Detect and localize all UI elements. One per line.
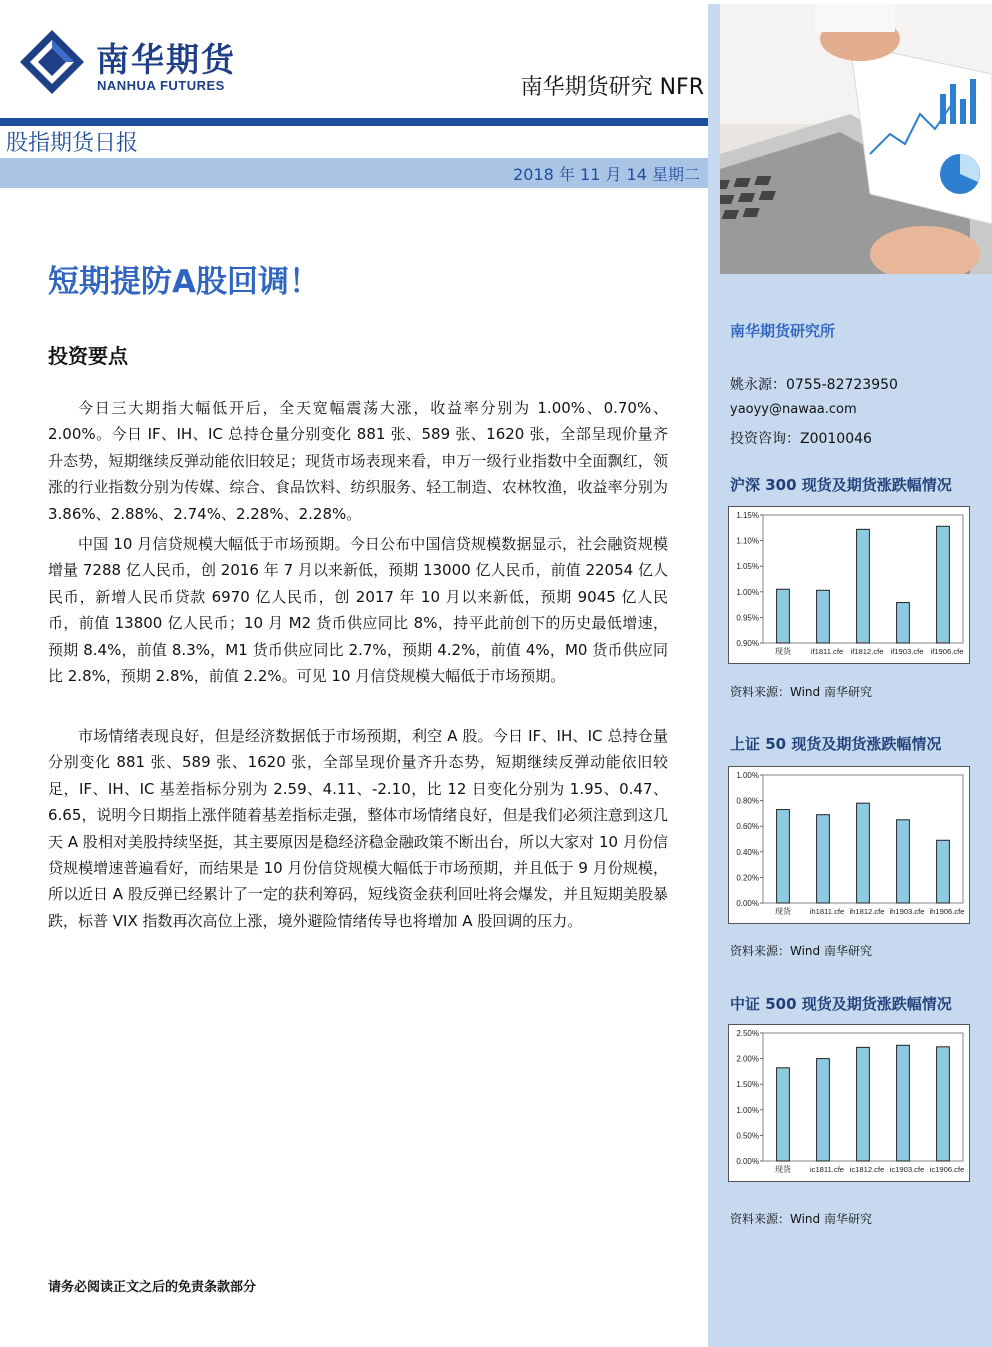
x-tick-label: if1906.cfe (930, 647, 964, 656)
nanhua-logo-icon (18, 28, 86, 96)
bar (817, 590, 830, 643)
y-tick-label: 0.95% (736, 613, 759, 623)
y-tick-label: 2.00% (736, 1054, 759, 1064)
bar (817, 815, 830, 903)
headline: 短期提防A股回调！ (48, 264, 320, 300)
chart-source: 资料来源：Wind 南华研究 (730, 944, 872, 958)
section-title: 投资要点 (48, 344, 128, 368)
x-tick-label: ic1903.cfe (889, 1165, 925, 1174)
bar (897, 603, 910, 643)
x-tick-label: 现货 (775, 647, 791, 656)
contact-name: 姚永源：0755-82723950 (730, 377, 898, 393)
x-tick-label: 现货 (775, 907, 791, 916)
y-tick-label: 0.20% (736, 873, 759, 883)
bar (777, 810, 790, 903)
y-tick-label: 1.00% (736, 771, 759, 780)
company-logo (18, 28, 258, 98)
x-tick-label: 现货 (775, 1165, 791, 1174)
contact-email: yaoyy@nawaa.com (730, 402, 857, 417)
y-tick-label: 0.00% (736, 899, 759, 908)
y-tick-label: 2.50% (736, 1029, 759, 1038)
chart-sz50 (728, 766, 970, 924)
x-tick-label: ih1903.cfe (889, 907, 925, 916)
bar (937, 840, 950, 903)
x-tick-label: if1812.cfe (850, 647, 884, 656)
logo-chinese-name: 南华期货 (96, 40, 236, 79)
logo-english-name: NANHUA FUTURES (97, 78, 225, 93)
x-tick-label: ic1906.cfe (929, 1165, 965, 1174)
y-tick-label: 0.60% (736, 822, 759, 832)
x-tick-label: if1811.cfe (810, 647, 844, 656)
y-tick-label: 0.90% (736, 639, 759, 648)
bar (857, 1047, 870, 1161)
chart-title: 中证 500 现货及期货涨跌幅情况 (730, 995, 952, 1013)
y-tick-label: 1.10% (736, 536, 759, 546)
chart-svg (729, 507, 969, 663)
chart-hs300 (728, 506, 970, 664)
header-divider (0, 118, 708, 126)
research-tag: 南华期货研究 NFR (520, 75, 704, 100)
bar (857, 529, 870, 643)
bar (937, 526, 950, 643)
bar (817, 1059, 830, 1161)
header-photo (720, 4, 992, 274)
laptop-photo-illustration (720, 4, 992, 274)
report-title: 股指期货日报 (6, 131, 139, 156)
chart-title: 沪深 300 现货及期货涨跌幅情况 (730, 476, 952, 494)
x-tick-label: ih1811.cfe (809, 907, 845, 916)
x-tick-label: if1903.cfe (890, 647, 924, 656)
chart-svg (729, 1025, 969, 1181)
y-tick-label: 1.50% (736, 1080, 759, 1090)
bar (897, 1045, 910, 1161)
report-date: 2018 年 11 月 14 星期二 (513, 165, 700, 184)
y-tick-label: 0.00% (736, 1157, 759, 1166)
x-tick-label: ic1812.cfe (849, 1165, 885, 1174)
chart-title: 上证 50 现货及期货涨跌幅情况 (730, 735, 942, 753)
y-tick-label: 1.05% (736, 562, 759, 572)
y-tick-label: 0.50% (736, 1131, 759, 1141)
y-tick-label: 1.00% (736, 1105, 759, 1115)
chart-source: 资料来源：Wind 南华研究 (730, 685, 872, 699)
bar (937, 1047, 950, 1161)
y-tick-label: 1.15% (736, 511, 759, 520)
institute-name: 南华期货研究所 (730, 322, 836, 340)
chart-zz500 (728, 1024, 970, 1182)
y-tick-label: 1.00% (736, 587, 759, 597)
bar (777, 1068, 790, 1161)
y-tick-label: 0.40% (736, 847, 759, 857)
paragraph: 市场情绪表现良好，但是经济数据低于市场预期，利空 A 股。今日 IF、IH、IC 总持仓量分别变化 881 张、589 张、1620 张，全部呈现价量齐升态势，短期继续反弹动能依旧较足，IF、IH、IC 基差指标分别为 2.59、4.11、-2.10，比 12 日变化分别为 1.95、0.47、6.65，说明今日期指上涨伴随着基差指标走强，整体市场情绪良好，但是我们必须注意到这几天 A 股相对美股持续坚挺，其主要原因是稳经济稳金融政策不断出台，所以大家对 10 月份信贷规模增速普遍看好，而结果是 10 月份信贷规模大幅低于市场预期，并且低于 9 月份规模，所以近日 A 股反弹已经累计了一定的获利筹码，短线资金获利回吐将会爆发，并且短期美股暴跌，标普 VIX 指数再次高位上涨，境外避险情绪传导也将增加 A 股回调的压力。 (48, 727, 668, 930)
paragraph: 中国 10 月信贷规模大幅低于市场预期。今日公布中国信贷规模数据显示，社会融资规模增量 7288 亿人民币，创 2016 年 7 月以来新低，预期 13000 亿人民币，前值 22054 亿人民币，新增人民币贷款 6970 亿人民币，创 2017 年 10 月以来新低，预期 9045 亿人民币，前值 13800 亿人民币；10 月 M2 货币供应同比 8%，持平此前创下的历史最低增速，预期 8.4%，前值 8.3%，M1 货币供应同比 2.7%，预期 4.2%，前值 4%，M0 货币供应同比 2.8%，预期 2.8%，前值 2.2%。可见 10 月信贷规模大幅低于市场预期。 (48, 535, 668, 686)
x-tick-label: ih1812.cfe (849, 907, 885, 916)
x-tick-label: ih1906.cfe (929, 907, 965, 916)
bar (777, 589, 790, 643)
bar (857, 803, 870, 903)
paragraph: 今日三大期指大幅低开后，全天宽幅震荡大涨，收益率分别为 1.00%、0.70%、2.00%。今日 IF、IH、IC 总持仓量分别变化 881 张、589 张、1620 张，全部呈现价量齐升态势，短期继续反弹动能依旧较足；现货市场表现来看，申万一级行业指数中全面飘红，领涨的行业指数分别为传媒、综合、食品饮料、纺织服务、轻工制造、农林牧渔，收益率分别为 3.86%、2.88%、2.74%、2.28%、2.28%。 (48, 399, 668, 523)
y-tick-label: 0.80% (736, 796, 759, 806)
disclaimer: 请务必阅读正文之后的免责条款部分 (48, 1280, 257, 1295)
chart-source: 资料来源：Wind 南华研究 (730, 1212, 872, 1226)
bar (897, 820, 910, 903)
chart-svg (729, 767, 969, 923)
contact-license: 投资咨询：Z0010046 (730, 431, 872, 447)
x-tick-label: ic1811.cfe (809, 1165, 845, 1174)
